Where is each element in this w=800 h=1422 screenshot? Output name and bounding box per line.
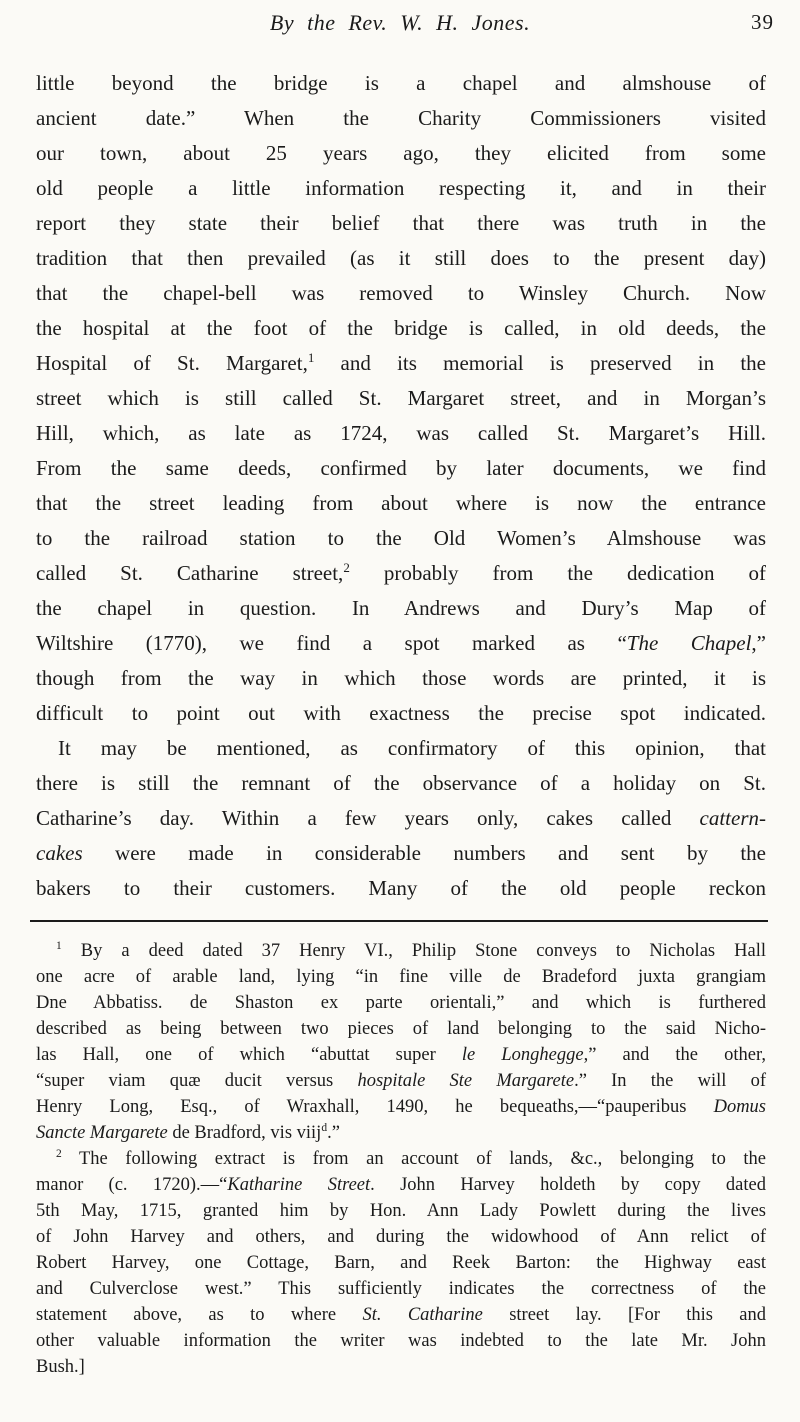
page-header [0, 0, 800, 40]
footnote-1 [36, 938, 766, 1146]
text-line: of John Harvey and others, and during the widowhood of Ann relict of [36, 1227, 766, 1247]
text-line: old people a little information respecting it, and in their [36, 176, 766, 200]
text-line: the hospital at the foot of the bridge is called, in old deeds, the [36, 316, 766, 340]
running-title: By the Rev. W. H. Jones. [269, 10, 531, 35]
text-line: other valuable information the writer was indebted to the late Mr. John [36, 1331, 766, 1351]
text-line: report they state their belief that there was truth in the [36, 211, 766, 235]
text-line: our town, about 25 years ago, they elicited from some [36, 141, 766, 165]
text-line: Wiltshire (1770), we find a spot marked as “The Chapel,” [36, 631, 766, 655]
text-line: Catharine’s day. Within a few years only, cakes called cattern- [36, 806, 766, 830]
text-line: the chapel in question. In Andrews and Dury’s Map of [36, 596, 766, 620]
text-line: Henry Long, Esq., of Wraxhall, 1490, he bequeaths,—“pauperibus Domus [36, 1097, 766, 1117]
text-line: From the same deeds, confirmed by later documents, we find [36, 456, 766, 480]
text-line: and Culverclose west.” This sufficiently indicates the correctness of the [36, 1279, 766, 1299]
footnote-separator-rule [30, 920, 768, 922]
text-line: little beyond the bridge is a chapel and almshouse of [36, 71, 766, 95]
text-line: Hospital of St. Margaret,$^1$ and its memorial is preserved in the [36, 350, 766, 375]
text-line: though from the way in which those words are printed, it is [36, 666, 766, 690]
text-line: tradition that then prevailed (as it still does to the present day) [36, 246, 766, 270]
text-line: that the street leading from about where is now the entrance [36, 491, 766, 515]
text-line: Robert Harvey, one Cottage, Barn, and Reek Barton: the Highway east [36, 1253, 766, 1273]
text-line: that the chapel-bell was removed to Winsley Church. Now [36, 281, 766, 305]
text-line: “super viam quæ ducit versus hospitale Ste Margarete.” In the will of [36, 1071, 767, 1091]
text-line: Hill, which, as late as 1724, was called St. Margaret’s Hill. [36, 421, 766, 445]
text-line: there is still the remnant of the observance of a holiday on St. [36, 771, 766, 795]
text-line: described as being between two pieces of land belonging to the said Nicho- [36, 1019, 766, 1039]
text-line: difficult to point out with exactness the precise spot indicated. [36, 701, 766, 725]
text-line: 5th May, 1715, granted him by Hon. Ann Lady Powlett during the lives [36, 1201, 766, 1221]
text-line: las Hall, one of which “abuttat super le Longhegge,” and the other, [36, 1045, 767, 1065]
text-line: one acre of arable land, lying “in fine ville de Bradeford juxta grangiam [36, 967, 766, 987]
text-line: Dne Abbatiss. de Shaston ex parte orientali,” and which is furthered [36, 993, 766, 1013]
text-line: street which is still called St. Margaret street, and in Morgan’s [36, 386, 766, 410]
text-line: statement above, as to where St. Catharine street lay. [For this and [36, 1305, 767, 1325]
text-line: $^2$ The following extract is from an account of lands, &c., belonging to the [56, 1147, 766, 1169]
text-line: $^1$ By a deed dated 37 Henry VI., Philip Stone conveys to Nicholas Hall [56, 939, 766, 961]
body-text [36, 66, 766, 906]
text-line: called St. Catharine street,$^2$ probably from the dedication of [36, 560, 766, 585]
footnotes-section [36, 938, 766, 1380]
text-line: manor (c. 1720).—“Katharine Street. John Harvey holdeth by copy dated [36, 1175, 766, 1195]
page-number: 39 [751, 10, 774, 34]
text-line: It may be mentioned, as confirmatory of this opinion, that [58, 736, 766, 760]
text-line: ancient date.” When the Charity Commissioners visited [36, 106, 766, 130]
footnote-2 [36, 1146, 766, 1380]
text-line: Bush.] [36, 1357, 85, 1377]
text-line: bakers to their customers. Many of the old people reckon [36, 876, 766, 900]
text-line: cakes were made in considerable numbers and sent by the [36, 841, 766, 865]
text-line: Sancte Margarete de Bradford, vis viij$^d$.” [36, 1121, 340, 1143]
text-line: to the railroad station to the Old Women’s Almshouse was [36, 526, 766, 550]
